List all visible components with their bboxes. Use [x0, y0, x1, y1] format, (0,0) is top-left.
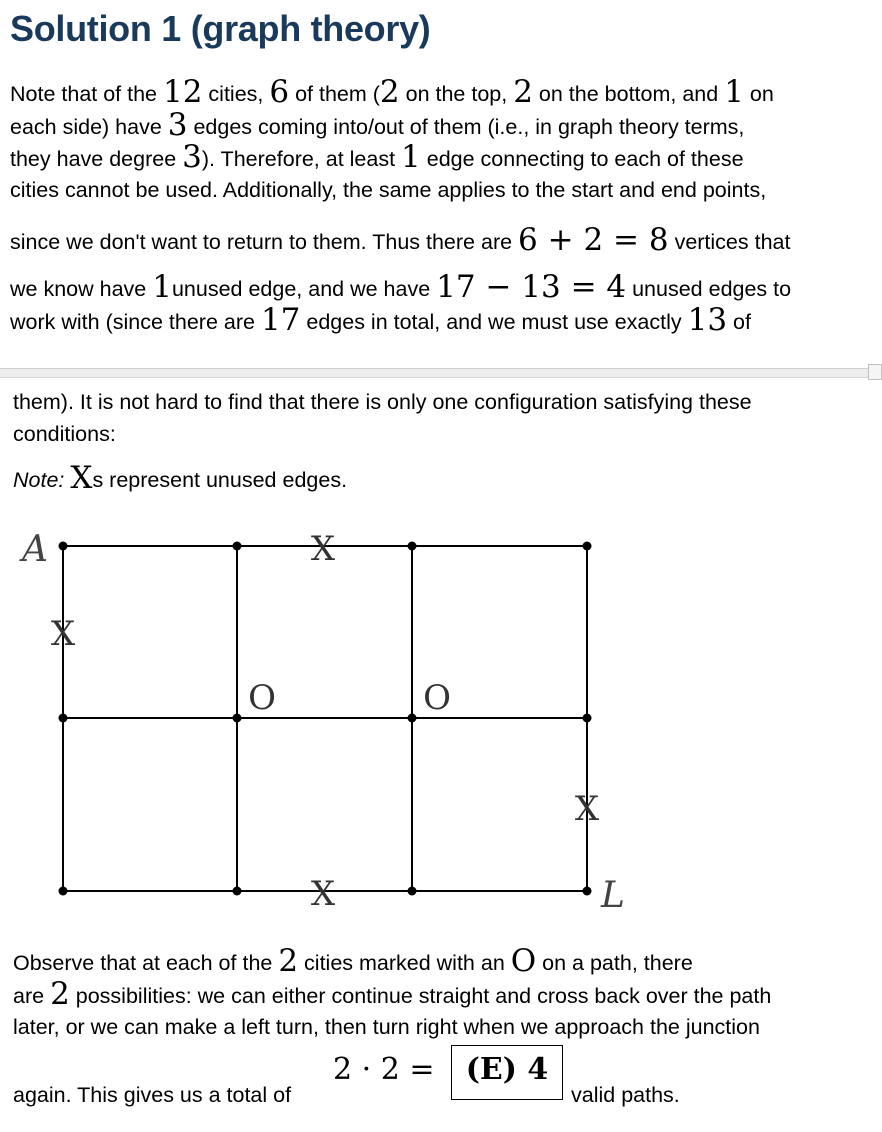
label-start-a: A: [22, 529, 48, 570]
para1-line7: work with (since there are 17 edges in total, and we must use exactly 13 of: [10, 302, 751, 338]
o-mark-right: O: [423, 678, 451, 718]
para1-line1: Note that of the 12 cities, 6 of them (2 on the top, 2 on the bottom, and 1 on: [10, 74, 774, 110]
vertex: [408, 542, 417, 551]
para1-line6: we know have 1unused edge, and we have 17 − 13 = 4 unused edges to: [10, 269, 792, 305]
para1-line5: since we don't want to return to them. Thus there are 6 + 2 = 8 vertices that: [10, 222, 791, 258]
para3-line2: are 2 possibilities: we can either continue straight and cross back over the path: [13, 976, 772, 1012]
separator-handle: [868, 364, 882, 380]
vertex: [233, 887, 242, 896]
final-equation: 2 · 2 =: [333, 1052, 435, 1087]
vertex: [583, 887, 592, 896]
para3-line1: Observe that at each of the 2 cities marked with an O on a path, there: [13, 943, 693, 979]
label-end-l: L: [601, 875, 625, 916]
vertex: [59, 714, 68, 723]
para2-line1: them). It is not hard to find that there is only one configuration satisfying these: [13, 390, 752, 414]
para3-line3: later, or we can make a left turn, then turn right when we approach the junction: [13, 1015, 760, 1039]
para3-line4-lead: again. This gives us a total of: [13, 1083, 292, 1107]
note-line: Note: Xs represent unused edges.: [13, 460, 348, 496]
x-mark-top: X: [310, 529, 336, 569]
vertex: [59, 542, 68, 551]
vertex: [408, 887, 417, 896]
page-title: Solution 1 (graph theory): [10, 8, 431, 49]
para1-line2: each side) have 3 edges coming into/out of them (i.e., in graph theory terms,: [10, 107, 745, 143]
x-mark-bottom: X: [310, 874, 336, 914]
page-separator: [0, 368, 882, 378]
o-mark-left: O: [248, 678, 276, 718]
para1-line3: they have degree 3). Therefore, at least 1 edge connecting to each of these: [10, 139, 744, 175]
x-mark-right: X: [574, 789, 600, 829]
para3-line4-tail: valid paths.: [571, 1083, 680, 1107]
grid-diagram: [0, 520, 882, 920]
vertex: [59, 887, 68, 896]
vertex: [408, 714, 417, 723]
vertex: [583, 714, 592, 723]
para2-line2: conditions:: [13, 422, 116, 446]
vertex: [233, 542, 242, 551]
para1-line4: cities cannot be used. Additionally, the same applies to the start and end points,: [10, 178, 767, 202]
vertex: [583, 542, 592, 551]
answer-text: (E) 4: [465, 1052, 549, 1087]
x-mark-left: X: [50, 614, 76, 654]
vertex: [233, 714, 242, 723]
